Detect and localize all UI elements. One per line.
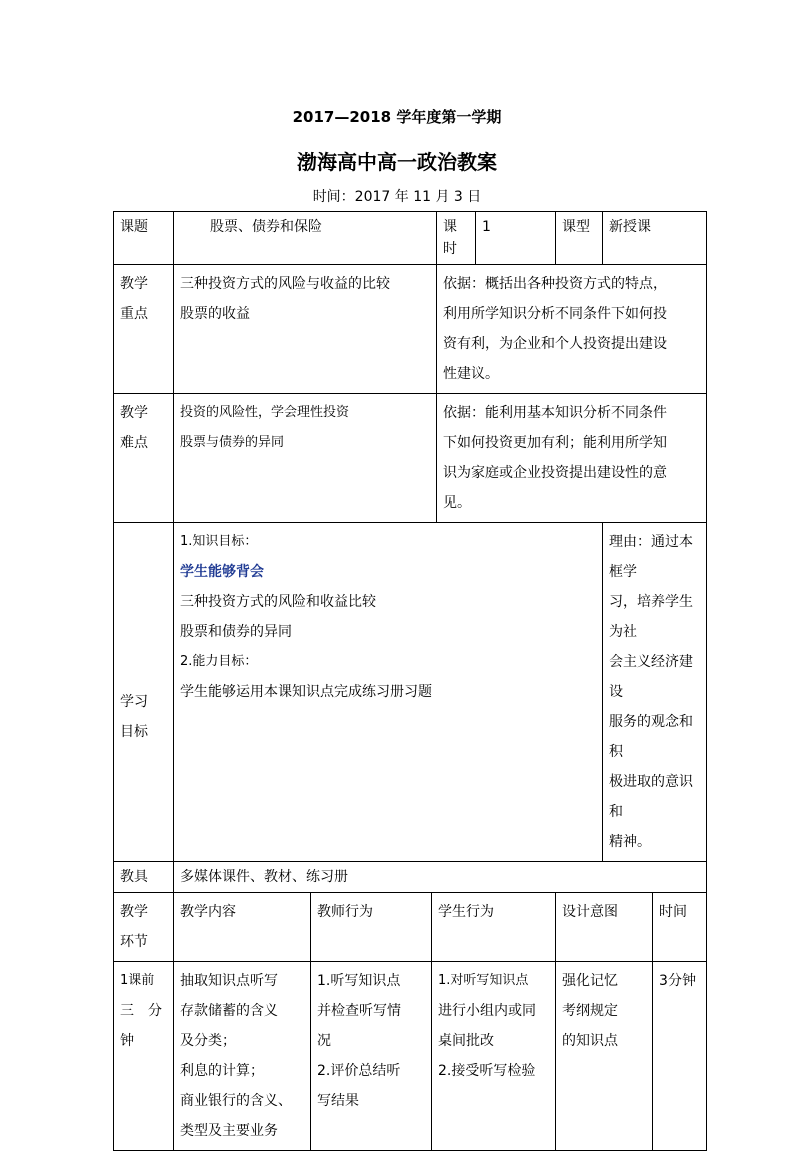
process-teacher: 1.听写知识点 并检查听写情 况 2.评价总结听 写结果 — [311, 962, 432, 1151]
difficulties-row — [114, 394, 707, 523]
process-stage-header: 教学 环节 — [114, 893, 174, 962]
process-row — [114, 962, 707, 1151]
process-time: 3分钟 — [653, 962, 707, 1151]
process-teacher-header: 教师行为 — [311, 893, 432, 962]
lesson-plan-table — [113, 211, 707, 1151]
difficulties-label: 教学 难点 — [114, 394, 174, 523]
difficulties-content: 投资的风险性，学会理性投资 股票与债券的异同 — [174, 394, 437, 523]
process-content: 抽取知识点听写 存款储蓄的含义 及分类； 利息的计算； 商业银行的含义、 类型及主要业务 — [174, 962, 311, 1151]
topic-label: 课题 — [114, 212, 174, 265]
tools-label: 教具 — [114, 862, 174, 893]
tools-row — [114, 862, 707, 893]
type-label: 课型 — [556, 212, 603, 265]
goals-row — [114, 523, 707, 862]
topic-value: 股票、债券和保险 — [174, 212, 437, 265]
key-points-label: 教学 重点 — [114, 265, 174, 394]
process-intent-header: 设计意图 — [556, 893, 653, 962]
goals-label: 学习 目标 — [114, 523, 174, 862]
process-stage: 1课前 三 分 钟 — [114, 962, 174, 1151]
key-points-content: 三种投资方式的风险与收益的比较 股票的收益 — [174, 265, 437, 394]
key-points-row — [114, 265, 707, 394]
process-student: 1.对听写知识点 进行小组内或同 桌间批改 2.接受听写检验 — [432, 962, 556, 1151]
key-points-basis: 依据：概括出各种投资方式的特点， 利用所学知识分析不同条件下如何投 资有利，为企业和个人投资提出建设 性建议。 — [437, 265, 707, 394]
process-student-header: 学生行为 — [432, 893, 556, 962]
topic-row — [114, 212, 707, 265]
process-time-header: 时间 — [653, 893, 707, 962]
tools-content: 多媒体课件、教材、练习册 — [174, 862, 707, 893]
process-content-header: 教学内容 — [174, 893, 311, 962]
process-header-row — [114, 893, 707, 962]
page-title: 渤海高中高一政治教案 — [297, 150, 497, 174]
hours-value: 1 — [476, 212, 556, 265]
term-heading: 2017—2018 学年度第一学期 — [292, 108, 502, 126]
hours-label: 课时 — [437, 212, 476, 265]
goals-reason: 理由：通过本框学 习，培养学生为社 会主义经济建设 服务的观念和积 极进取的意识和 精神。 — [603, 523, 707, 862]
process-intent: 强化记忆 考纲规定 的知识点 — [556, 962, 653, 1151]
difficulties-basis: 依据：能利用基本知识分析不同条件 下如何投资更加有利；能利用所学知 识为家庭或企业投资提出建设性的意 见。 — [437, 394, 707, 523]
type-value: 新授课 — [603, 212, 707, 265]
date-line: 时间：2017 年 11 月 3 日 — [312, 189, 482, 205]
goals-content: 1.知识目标： 学生能够背会 三种投资方式的风险和收益比较 股票和债券的异同 2.能力目标： 学生能够运用本课知识点完成练习册习题 — [174, 523, 603, 862]
